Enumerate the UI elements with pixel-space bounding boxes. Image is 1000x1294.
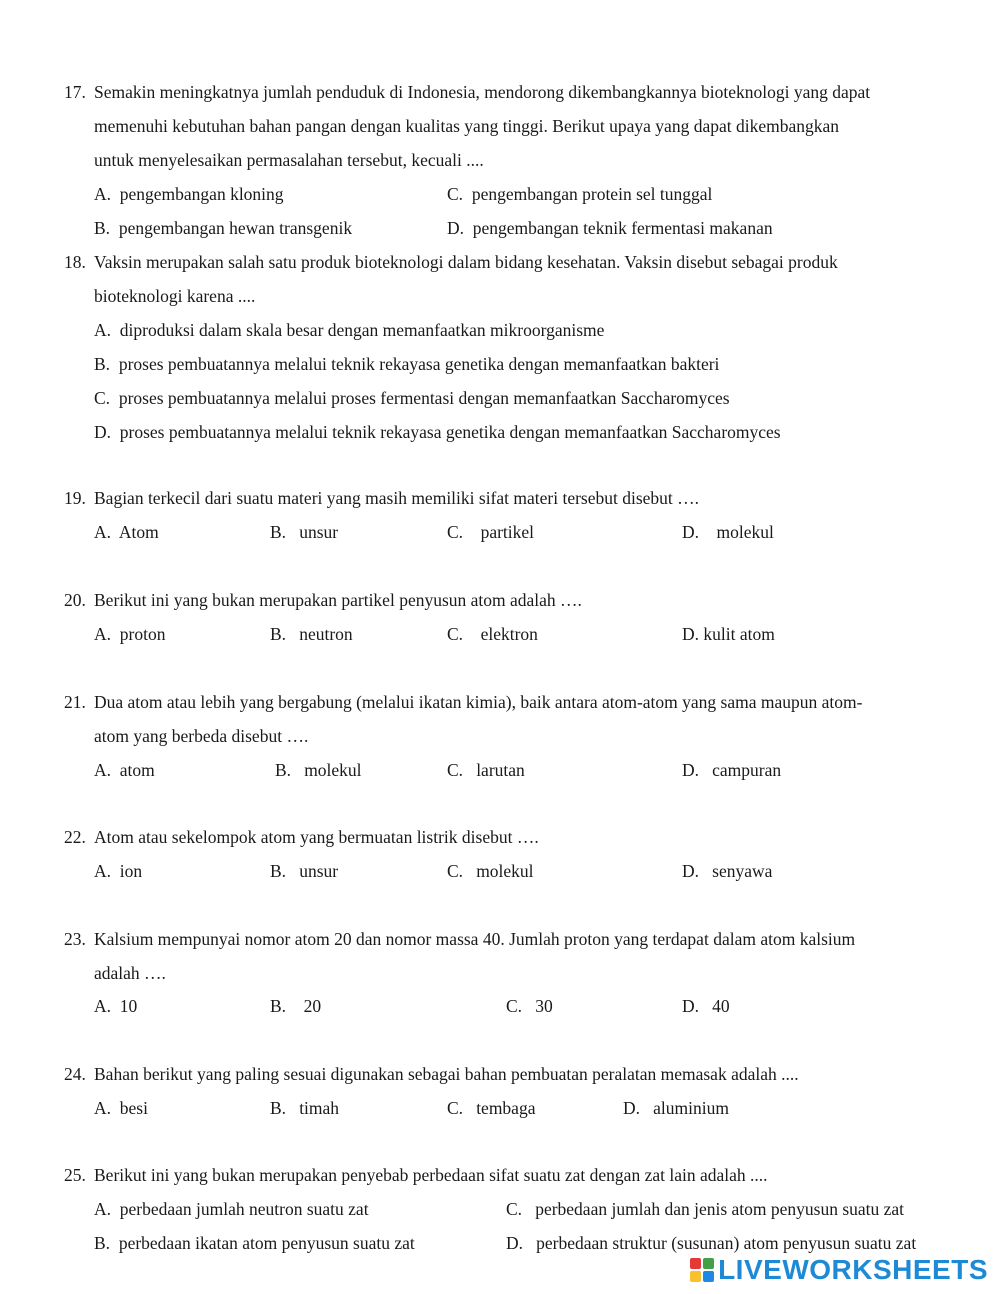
question-18-text-line-1: Vaksin merupakan salah satu produk bioteknologi dalam bidang kesehatan. Vaksin disebut sebagai produk [94, 252, 838, 272]
option-letter: C. [447, 861, 464, 881]
question-22-number: 22. [64, 827, 86, 847]
question-22-option-a[interactable] [94, 860, 142, 882]
question-18-option-a[interactable] [94, 319, 604, 341]
question-23-option-c[interactable] [506, 995, 553, 1017]
question-24-text: Bahan berikut yang paling sesuai digunakan sebagai bahan pembuatan peralatan memasak adalah .... [94, 1064, 799, 1084]
question-23-number: 23. [64, 929, 86, 949]
option-letter: B. [270, 1098, 287, 1118]
option-text: aluminium [653, 1098, 729, 1118]
option-text: senyawa [712, 861, 773, 881]
question-20-option-d[interactable] [682, 623, 775, 645]
option-letter: D. [623, 1098, 641, 1118]
option-letter: B. [275, 760, 292, 780]
option-text: 30 [535, 996, 553, 1016]
question-20-text: Berikut ini yang bukan merupakan partikel penyusun atom adalah …. [94, 590, 582, 610]
option-text: neutron [299, 624, 353, 644]
option-text: molekul [304, 760, 362, 780]
option-text: pengembangan teknik fermentasi makanan [472, 218, 773, 238]
option-letter: A. [94, 996, 112, 1016]
question-25-number: 25. [64, 1165, 86, 1185]
liveworksheets-mark-icon [690, 1258, 714, 1282]
question-24-option-a[interactable] [94, 1097, 148, 1119]
question-17-number: 17. [64, 82, 86, 102]
option-text: perbedaan jumlah neutron suatu zat [119, 1199, 369, 1219]
question-20-option-a[interactable] [94, 623, 165, 645]
question-18-text-line-2: bioteknologi karena .... [94, 286, 256, 306]
question-22-option-b[interactable] [270, 860, 338, 882]
option-letter: A. [94, 184, 112, 204]
question-23-text-line-2: adalah …. [94, 963, 166, 983]
question-18-number: 18. [64, 252, 86, 272]
question-21-option-b[interactable] [275, 759, 362, 781]
question-22-option-d[interactable] [682, 860, 772, 882]
question-17-option-b[interactable] [94, 217, 352, 239]
question-17-option-c[interactable] [447, 183, 712, 205]
option-letter: C. [447, 624, 464, 644]
option-text: perbedaan jumlah dan jenis atom penyusun suatu zat [535, 1199, 905, 1219]
question-20-option-c[interactable] [447, 623, 538, 645]
option-text: 10 [119, 996, 138, 1016]
option-letter: A. [94, 760, 112, 780]
option-text: tembaga [476, 1098, 536, 1118]
question-21-number: 21. [64, 692, 86, 712]
question-23-option-b[interactable] [270, 995, 321, 1017]
question-19-option-c[interactable] [447, 521, 534, 543]
option-text: proses pembuatannya melalui teknik rekayasa genetika dengan memanfaatkan bakteri [118, 354, 720, 374]
option-letter: D. [682, 624, 700, 644]
question-18-option-b[interactable] [94, 353, 719, 375]
option-text: 20 [303, 996, 322, 1016]
option-letter: B. [94, 354, 111, 374]
option-text: besi [119, 1098, 148, 1118]
option-letter: A. [94, 1098, 112, 1118]
option-letter: B. [94, 1233, 111, 1253]
option-letter: B. [270, 861, 287, 881]
question-17-option-d[interactable] [447, 217, 773, 239]
option-letter: C. [447, 1098, 464, 1118]
question-19-text: Bagian terkecil dari suatu materi yang masih memiliki sifat materi tersebut disebut …. [94, 488, 700, 508]
option-letter: C. [506, 1199, 523, 1219]
question-18-option-c[interactable] [94, 387, 730, 409]
question-19-option-a[interactable] [94, 521, 159, 543]
option-text: pengembangan protein sel tunggal [471, 184, 713, 204]
question-19-number: 19. [64, 488, 86, 508]
question-25-option-d[interactable] [506, 1232, 916, 1254]
option-text: proton [119, 624, 166, 644]
option-letter: D. [506, 1233, 524, 1253]
option-text: Atom [118, 522, 159, 542]
option-text: pengembangan kloning [119, 184, 284, 204]
question-19-option-b[interactable] [270, 521, 338, 543]
question-23-option-a[interactable] [94, 995, 137, 1017]
option-letter: B. [270, 624, 287, 644]
option-letter: D. [682, 522, 700, 542]
option-text: perbedaan struktur (susunan) atom penyusun suatu zat [536, 1233, 917, 1253]
option-letter: C. [506, 996, 523, 1016]
option-letter: C. [447, 522, 464, 542]
option-text: perbedaan ikatan atom penyusun suatu zat [118, 1233, 415, 1253]
logo-square-blue [703, 1271, 714, 1282]
question-22-text: Atom atau sekelompok atom yang bermuatan listrik disebut …. [94, 827, 539, 847]
option-text: larutan [476, 760, 525, 780]
question-24-option-d[interactable] [623, 1097, 729, 1119]
question-21-option-c[interactable] [447, 759, 525, 781]
option-letter: D. [447, 218, 465, 238]
option-text: molekul [716, 522, 774, 542]
option-text: elektron [480, 624, 538, 644]
option-letter: C. [447, 760, 464, 780]
option-letter: D. [94, 422, 112, 442]
question-18-option-d[interactable] [94, 421, 781, 443]
logo-square-green [703, 1258, 714, 1269]
option-letter: A. [94, 624, 112, 644]
question-21-option-d[interactable] [682, 759, 781, 781]
option-letter: B. [270, 996, 287, 1016]
question-21-text-line-2: atom yang berbeda disebut …. [94, 726, 309, 746]
option-text: campuran [712, 760, 782, 780]
option-letter: D. [682, 760, 700, 780]
logo-square-red [690, 1258, 701, 1269]
question-25-option-b[interactable] [94, 1232, 415, 1254]
option-text: diproduksi dalam skala besar dengan memanfaatkan mikroorganisme [119, 320, 605, 340]
question-21-option-a[interactable] [94, 759, 155, 781]
question-24-option-c[interactable] [447, 1097, 535, 1119]
option-text: unsur [299, 522, 339, 542]
option-text: atom [119, 760, 155, 780]
option-text: kulit atom [703, 624, 775, 644]
option-text: unsur [299, 861, 339, 881]
option-letter: A. [94, 1199, 112, 1219]
question-19-option-d[interactable] [682, 521, 774, 543]
option-letter: C. [447, 184, 464, 204]
option-letter: A. [94, 522, 112, 542]
option-letter: A. [94, 861, 112, 881]
question-17-text-line-3: untuk menyelesaikan permasalahan tersebut, kecuali .... [94, 150, 484, 170]
option-text: timah [299, 1098, 340, 1118]
option-letter: B. [270, 522, 287, 542]
question-20-number: 20. [64, 590, 86, 610]
option-letter: D. [682, 996, 700, 1016]
logo-square-yellow [690, 1271, 701, 1282]
question-20-option-b[interactable] [270, 623, 353, 645]
question-23-option-d[interactable] [682, 995, 730, 1017]
option-text: molekul [476, 861, 534, 881]
option-letter: D. [682, 861, 700, 881]
question-25-text: Berikut ini yang bukan merupakan penyebab perbedaan sifat suatu zat dengan zat lain adalah .... [94, 1165, 768, 1185]
option-text: partikel [480, 522, 535, 542]
question-17-text-line-2: memenuhi kebutuhan bahan pangan dengan kualitas yang tinggi. Berikut upaya yang dapat dikembangkan [94, 116, 839, 136]
question-24-option-b[interactable] [270, 1097, 339, 1119]
question-23-text-line-1: Kalsium mempunyai nomor atom 20 dan nomor massa 40. Jumlah proton yang terdapat dalam atom kalsium [94, 929, 856, 949]
option-letter: B. [94, 218, 111, 238]
liveworksheets-logo [690, 1254, 988, 1286]
question-21-text-line-1: Dua atom atau lebih yang bergabung (melalui ikatan kimia), baik antara atom-atom yang sama maupun atom- [94, 692, 863, 712]
option-text: ion [119, 861, 143, 881]
option-text: proses pembuatannya melalui proses fermentasi dengan memanfaatkan Saccharomyces [118, 388, 730, 408]
question-24-number: 24. [64, 1064, 86, 1084]
option-text: proses pembuatannya melalui teknik rekayasa genetika dengan memanfaatkan Saccharomyces [119, 422, 781, 442]
option-letter: C. [94, 388, 111, 408]
question-17-option-a[interactable] [94, 183, 284, 205]
question-25-option-c[interactable] [506, 1198, 904, 1220]
question-22-option-c[interactable] [447, 860, 534, 882]
option-text: pengembangan hewan transgenik [118, 218, 353, 238]
liveworksheets-wordmark: LIVEWORKSHEETS [718, 1254, 988, 1285]
option-letter: A. [94, 320, 112, 340]
option-text: 40 [712, 996, 730, 1016]
question-25-option-a[interactable] [94, 1198, 369, 1220]
question-17-text-line-1: Semakin meningkatnya jumlah penduduk di Indonesia, mendorong dikembangkannya bioteknologi yang dapat [94, 82, 871, 102]
